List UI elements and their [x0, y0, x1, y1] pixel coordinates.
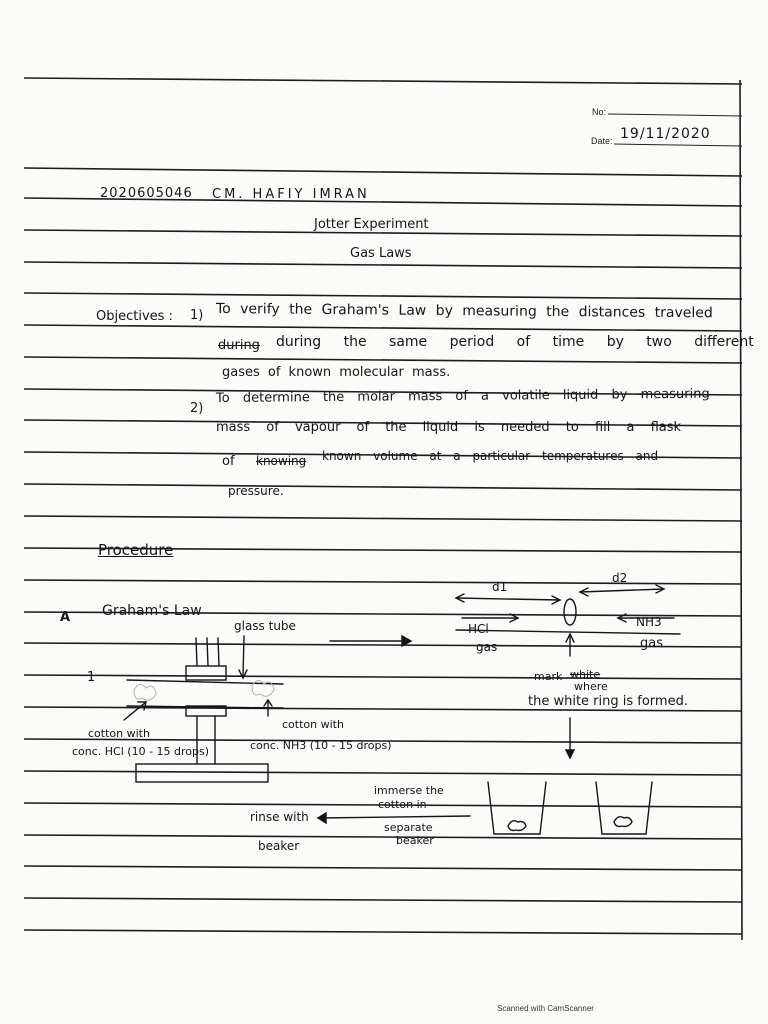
section-marker: A	[60, 610, 71, 625]
objective-1-number: 1)	[190, 308, 204, 323]
hcl-label: HCl	[468, 622, 489, 636]
mark-strikethrough: white	[570, 668, 601, 681]
title-experiment: Jotter Experiment	[314, 217, 429, 232]
procedure-heading: Procedure	[98, 541, 174, 559]
rinse-label-1: rinse with	[250, 810, 309, 824]
objective-1-strikethrough: during	[218, 338, 260, 353]
cotton-right-label-2: conc. NH3 (10 - 15 drops)	[250, 739, 392, 752]
d2-label: d2	[612, 571, 628, 585]
d1-label: d1	[492, 580, 508, 594]
objective-2-line-1: To determine the molar mass of a volatile liquid by measuring	[215, 386, 710, 406]
immerse-label-4: beaker	[396, 834, 434, 847]
objective-2-number: 2)	[190, 401, 204, 416]
objectives-label: Objectives :	[96, 309, 173, 324]
student-name: CM. HAFIY IMRAN	[212, 187, 370, 202]
objective-1-line-3: gases of known molecular mass.	[222, 365, 451, 380]
date-label: Date:	[591, 136, 613, 146]
objective-2-line-2: mass of vapour of the liquid is needed to fill a flask	[216, 420, 682, 435]
student-id: 2020605046	[100, 186, 193, 201]
cotton-left-label-2: conc. HCl (10 - 15 drops)	[72, 745, 210, 758]
immerse-label-1: immerse the	[374, 784, 444, 797]
objective-2-strikethrough: knowing	[256, 454, 307, 468]
objective-2-line-3b: known volume at a particular temperatures and	[322, 449, 659, 463]
cotton-right-label-1: cotton with	[282, 718, 344, 731]
nh3-label: NH3	[636, 615, 662, 629]
title-gas-laws: Gas Laws	[350, 246, 412, 261]
mark-where: where	[574, 680, 608, 693]
objective-1-line-2: during the same period of time by two different	[276, 334, 754, 350]
objective-2-line-4: pressure.	[228, 484, 284, 498]
objective-1-line-1: To verify the Graham's Law by measuring the distances traveled	[215, 301, 713, 322]
cotton-left-label-1: cotton with	[88, 727, 150, 740]
rinse-label-2: beaker	[258, 839, 300, 853]
hcl-gas-label: gas	[476, 640, 498, 654]
graham-law-title: Graham's Law	[102, 603, 202, 619]
glass-tube-label: glass tube	[234, 619, 296, 633]
immerse-label-2: cotton in	[378, 798, 427, 811]
white-ring-label: the white ring is formed.	[528, 694, 688, 709]
no-label: No:	[592, 107, 607, 117]
mark-word: mark	[534, 670, 563, 683]
scanner-watermark: Scanned with CamScanner	[497, 1004, 594, 1013]
step-marker: 1	[87, 670, 96, 685]
immerse-label-3: separate	[384, 821, 433, 834]
objective-2-line-3a: of	[222, 454, 235, 469]
date-value: 19/11/2020	[620, 126, 711, 142]
nh3-gas-label: gas	[640, 636, 663, 651]
